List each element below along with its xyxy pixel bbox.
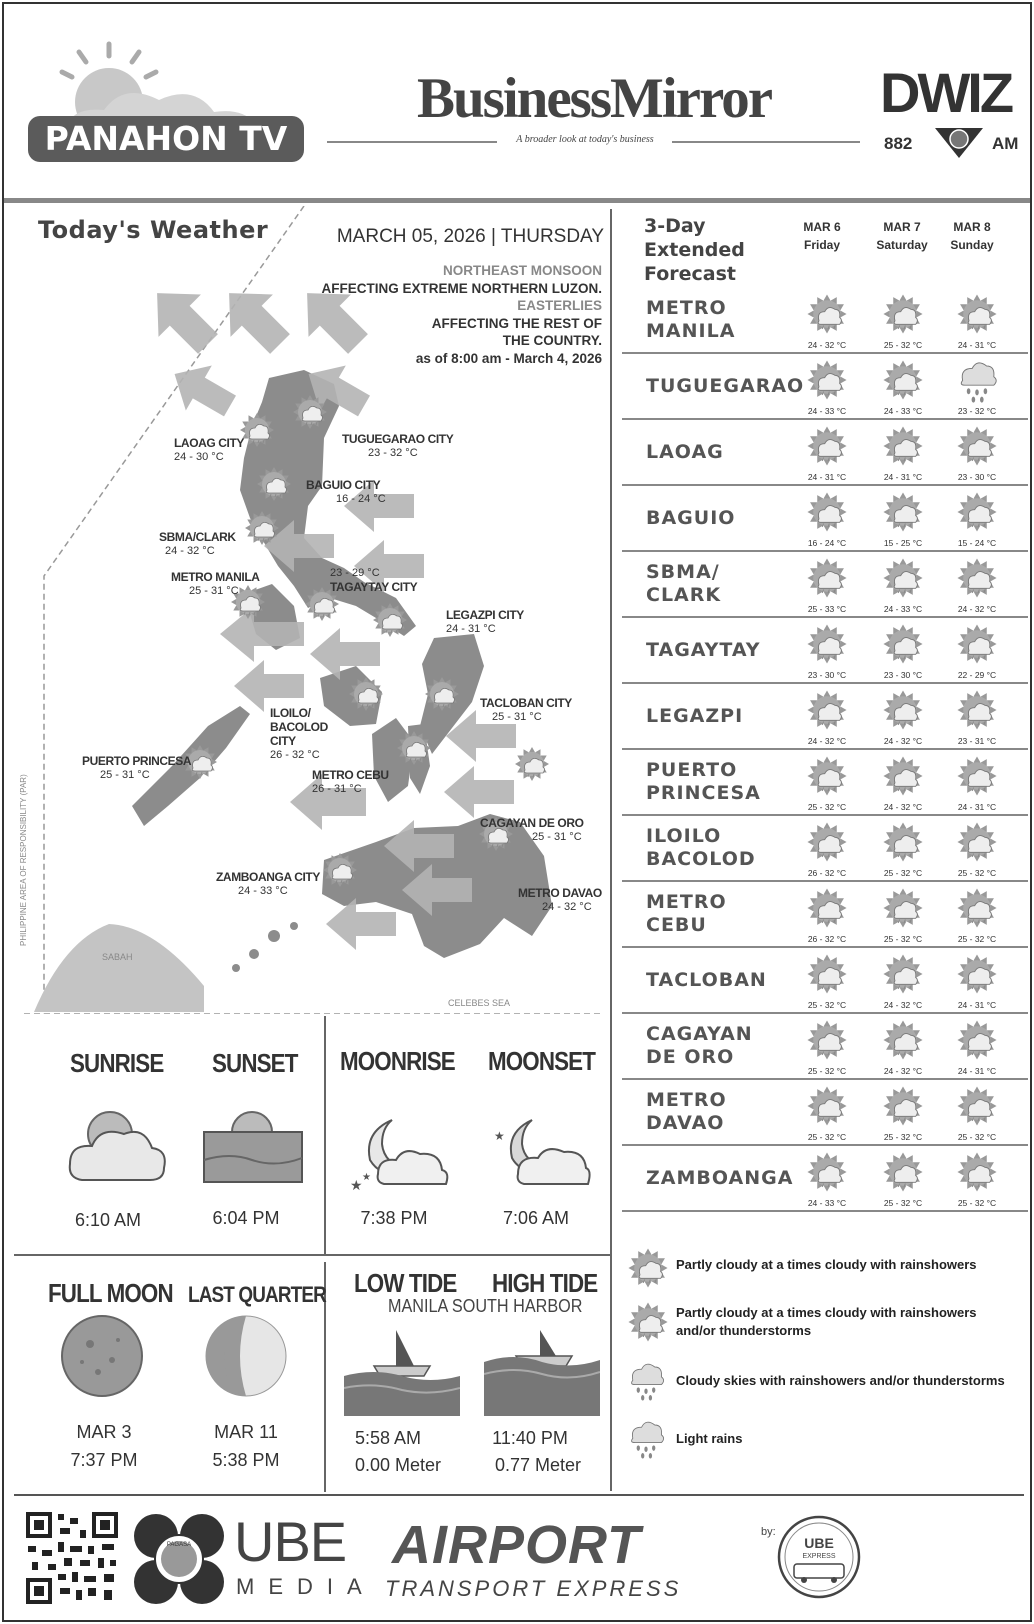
sabah-label: SABAH (102, 952, 133, 962)
forecast-city-line: PUERTO (646, 759, 738, 781)
partly-cloudy-rain-icon (805, 886, 849, 932)
astro-row-divider (14, 1254, 610, 1256)
partly-cloudy-rain-icon (881, 886, 925, 932)
forecast-city-line: BACOLOD (646, 848, 756, 870)
pagasa-seal-icon (132, 1512, 226, 1606)
forecast-city-line: TAGAYTAY (646, 638, 761, 661)
forecast-temp: 24 - 32 °C (883, 802, 923, 812)
partly-cloudy-rain-icon (955, 556, 999, 602)
city-label-metro-davao: METRO DAVAO 24 - 32 °C (518, 886, 602, 913)
forecast-day-cell (942, 754, 1012, 814)
dwiz-mic-badge-icon (933, 126, 985, 160)
city-label-baguio: BAGUIO CITY 16 - 24 °C (306, 478, 386, 505)
forecast-day-cell (942, 952, 1012, 1012)
forecast-day-cell (868, 358, 938, 418)
forecast-temp: 25 - 32 °C (807, 1066, 847, 1076)
forecast-temp: 24 - 31 °C (957, 802, 997, 812)
dwiz-logo (880, 61, 1030, 162)
forecast-day-cell (868, 754, 938, 814)
sunrise-label: SUNRISE (70, 1048, 164, 1078)
panahon-tv-logo: PANAHON TV (28, 116, 304, 162)
forecast-day-cell (942, 1018, 1012, 1078)
partly-cloudy-rain-icon (955, 820, 999, 866)
forecast-row (622, 948, 1028, 1014)
full-moon-date: MAR 3 (76, 1422, 132, 1442)
forecast-temp: 25 - 32 °C (883, 868, 923, 878)
footer-divider (14, 1494, 1024, 1496)
cloudy-thunderstorm-icon (626, 1360, 666, 1404)
partly-cloudy-rain-icon (881, 622, 925, 668)
qr-code-icon (24, 1510, 120, 1606)
forecast-day-cell (868, 622, 938, 682)
partly-cloudy-rain-icon (955, 424, 999, 470)
forecast-day-cell (868, 820, 938, 880)
legend-item (626, 1300, 1032, 1350)
forecast-temp: 24 - 32 °C (883, 1066, 923, 1076)
forecast-day-cell (868, 952, 938, 1012)
tide-station: MANILA SOUTH HARBOR (388, 1296, 583, 1316)
partly-cloudy-rain-icon (881, 1150, 925, 1196)
forecast-city (646, 288, 735, 352)
partly-cloudy-rain-icon (805, 622, 849, 668)
partly-cloudy-rain-icon (881, 820, 925, 866)
forecast-city (646, 948, 767, 1012)
forecast-temp: 25 - 32 °C (883, 934, 923, 944)
forecast-day-cell (792, 1150, 862, 1210)
forecast-city (646, 750, 761, 814)
badge-express-text: EXPRESS (802, 1553, 836, 1560)
full-moon-icon (60, 1314, 144, 1398)
forecast-day-cell (792, 556, 862, 616)
moonrise-label: MOONRISE (340, 1046, 455, 1076)
sunrise-icon (64, 1104, 168, 1186)
publication-tagline: A broader look at today's business (516, 134, 654, 145)
forecast-city-line: PRINCESA (646, 782, 761, 804)
forecast-temp: 15 - 24 °C (957, 538, 997, 548)
advisory-line: NORTHEAST MONSOON (442, 263, 602, 278)
forecast-temp: 25 - 32 °C (957, 1132, 997, 1142)
legend-text (676, 1256, 977, 1274)
forecast-day-cell (942, 358, 1012, 418)
partly-cloudy-rain-icon (881, 292, 925, 338)
moonrise-time: 7:38 PM (360, 1208, 428, 1228)
header-divider (4, 198, 1032, 203)
forecast-day-cell (942, 688, 1012, 748)
rain-cloud-icon (955, 358, 999, 404)
ube-express-badge-icon (776, 1514, 862, 1600)
advisory-line: AFFECTING EXTREME NORTHERN LUZON. (321, 280, 602, 296)
forecast-temp: 24 - 32 °C (883, 736, 923, 746)
forecast-city-line: TACLOBAN (646, 968, 767, 991)
forecast-temp: 25 - 32 °C (807, 1132, 847, 1142)
celebes-sea-label: CELEBES SEA (448, 998, 511, 1008)
partly-cloudy-rain-icon (881, 1018, 925, 1064)
forecast-day-cell (942, 1150, 1012, 1210)
partly-cloudy-rain-icon (805, 424, 849, 470)
forecast-day-cell (792, 358, 862, 418)
city-label-metro-cebu: METRO CEBU 26 - 31 °C (312, 768, 389, 795)
partly-cloudy-rain-icon (955, 1018, 999, 1064)
forecast-city (646, 882, 727, 946)
city-label-cagayan-de-oro: CAGAYAN DE ORO 25 - 31 °C (480, 816, 584, 843)
sunset-icon (200, 1108, 306, 1186)
partly-cloudy-thunderstorm-icon (626, 1300, 670, 1344)
forecast-temp: 24 - 31 °C (883, 472, 923, 482)
forecast-day-header (782, 218, 862, 254)
forecast-day-header (862, 218, 942, 254)
forecast-row (622, 1146, 1028, 1212)
forecast-temp: 25 - 32 °C (807, 802, 847, 812)
forecast-title (644, 214, 745, 286)
forecast-day-cell (792, 820, 862, 880)
last-quarter-moon-icon (204, 1314, 288, 1398)
forecast-row (622, 684, 1028, 750)
high-tide-label: HIGH TIDE (492, 1268, 598, 1298)
legend-text (676, 1304, 977, 1340)
partly-cloudy-rain-icon (805, 556, 849, 602)
partly-cloudy-rain-icon (881, 754, 925, 800)
forecast-day-cell (868, 490, 938, 550)
forecast-temp: 16 - 24 °C (807, 538, 847, 548)
forecast-city-line: METRO (646, 1089, 727, 1111)
forecast-temp: 24 - 32 °C (957, 604, 997, 614)
forecast-day-cell (792, 952, 862, 1012)
high-tide-time: 11:40 PM (492, 1428, 568, 1448)
forecast-city (646, 684, 743, 748)
forecast-city (646, 1080, 727, 1144)
partly-cloudy-rain-icon (955, 292, 999, 338)
forecast-day-header (932, 218, 1012, 254)
legend-text (676, 1372, 1005, 1390)
day-date: MAR 7 (883, 220, 921, 234)
forecast-city (646, 816, 756, 880)
sunset-label: SUNSET (212, 1048, 298, 1078)
city-label-zamboanga: ZAMBOANGA CITY 24 - 33 °C (216, 870, 320, 897)
forecast-temp: 24 - 31 °C (957, 1066, 997, 1076)
forecast-temp: 24 - 33 °C (883, 406, 923, 416)
forecast-row (622, 1014, 1028, 1080)
low-tide-icon (344, 1324, 460, 1420)
forecast-city (646, 486, 735, 550)
legend-line: Partly cloudy at a times cloudy with rainshowers (676, 1257, 977, 1272)
forecast-temp: 26 - 32 °C (807, 868, 847, 878)
partly-cloudy-rain-icon (805, 820, 849, 866)
forecast-temp: 24 - 32 °C (807, 736, 847, 746)
forecast-row (622, 750, 1028, 816)
forecast-temp: 24 - 33 °C (883, 604, 923, 614)
forecast-temp: 24 - 31 °C (957, 1000, 997, 1010)
partly-cloudy-rain-icon (805, 490, 849, 536)
partly-cloudy-rain-icon (955, 886, 999, 932)
badge-ube-text: UBE (804, 1535, 834, 1551)
ube-media-text: MEDIA (236, 1574, 376, 1599)
low-tide-time: 5:58 AM (354, 1428, 422, 1448)
partly-cloudy-rain-icon (805, 1150, 849, 1196)
forecast-day-cell (942, 424, 1012, 484)
forecast-temp: 24 - 32 °C (807, 340, 847, 350)
forecast-row (622, 882, 1028, 948)
legend-line: Light rains (676, 1431, 743, 1446)
forecast-city (646, 552, 721, 616)
partly-cloudy-rain-icon (955, 952, 999, 998)
day-date: MAR 6 (803, 220, 841, 234)
city-label-tacloban: TACLOBAN CITY 25 - 31 °C (480, 696, 572, 723)
partly-cloudy-rain-icon (881, 688, 925, 734)
forecast-row (622, 618, 1028, 684)
partly-cloudy-rain-icon (805, 1084, 849, 1130)
dwiz-frequency: 882 (884, 134, 913, 153)
forecast-title-line: Extended (644, 239, 745, 261)
partly-cloudy-rain-icon (805, 688, 849, 734)
full-moon-time: 7:37 PM (70, 1450, 138, 1470)
forecast-city (646, 1146, 793, 1210)
forecast-day-cell (942, 292, 1012, 352)
low-tide-height: 0.00 Meter (354, 1455, 442, 1475)
masthead-rule (327, 141, 497, 143)
forecast-day-cell (942, 886, 1012, 946)
forecast-city-line: ILOILO (646, 825, 722, 847)
forecast-temp: 25 - 32 °C (807, 1000, 847, 1010)
forecast-day-cell (942, 490, 1012, 550)
forecast-temp: 24 - 31 °C (807, 472, 847, 482)
forecast-city-line: LEGAZPI (646, 704, 744, 727)
city-label-clark: SBMA/CLARK 24 - 32 °C (159, 530, 236, 557)
forecast-city-line: ZAMBOANGA (646, 1166, 794, 1189)
legend-line: and/or thunderstorms (676, 1323, 812, 1338)
forecast-temp: 25 - 33 °C (807, 604, 847, 614)
forecast-day-cell (942, 820, 1012, 880)
last-quarter-time: 5:38 PM (212, 1450, 280, 1470)
forecast-city (646, 354, 804, 418)
forecast-city-line: MANILA (646, 320, 736, 342)
forecast-day-cell (792, 622, 862, 682)
forecast-temp: 24 - 32 °C (883, 1000, 923, 1010)
dwiz-band: AM (992, 134, 1019, 153)
moonset-time: 7:06 AM (502, 1208, 570, 1228)
forecast-temp: 25 - 32 °C (957, 1198, 997, 1208)
svg-text:★: ★ (350, 1177, 363, 1193)
forecast-day-cell (868, 292, 938, 352)
forecast-city-line: CAGAYAN (646, 1023, 753, 1045)
forecast-city-line: LAOAG (646, 440, 724, 463)
partly-cloudy-rain-icon (955, 688, 999, 734)
partly-cloudy-rain-icon (955, 622, 999, 668)
forecast-day-cell (792, 490, 862, 550)
partly-cloudy-rain-icon (805, 1018, 849, 1064)
partly-cloudy-rain-icon (955, 1150, 999, 1196)
day-weekday: Friday (803, 238, 840, 252)
forecast-temp: 25 - 32 °C (883, 1198, 923, 1208)
high-tide-height: 0.77 Meter (494, 1455, 582, 1475)
by-label: by: (761, 1526, 776, 1538)
high-tide-icon (484, 1326, 600, 1420)
forecast-temp: 23 - 30 °C (807, 670, 847, 680)
partly-cloudy-rain-icon (881, 952, 925, 998)
partly-cloudy-rain-icon (805, 754, 849, 800)
low-tide-label: LOW TIDE (354, 1268, 457, 1298)
forecast-day-cell (792, 424, 862, 484)
legend-item (626, 1418, 1032, 1468)
forecast-temp: 24 - 31 °C (957, 340, 997, 350)
partly-cloudy-rain-icon (881, 424, 925, 470)
forecast-city-line: METRO (646, 297, 727, 319)
masthead (4, 4, 1032, 198)
city-label-laoag: LAOAG CITY 24 - 30 °C (174, 436, 244, 463)
publication-name: BusinessMirror (416, 67, 772, 130)
city-label-legazpi: LEGAZPI CITY 24 - 31 °C (446, 608, 524, 635)
city-label-puerto-princesa: PUERTO PRINCESA 25 - 31 °C (82, 754, 192, 781)
forecast-day-cell (942, 1084, 1012, 1144)
partly-cloudy-rain-icon (881, 490, 925, 536)
ube-logo: UBE (234, 1510, 347, 1573)
forecast-row (622, 486, 1028, 552)
legend-line: Cloudy skies with rainshowers and/or thunderstorms (676, 1373, 1005, 1388)
city-label-tuguegarao: TUGUEGARAO CITY 23 - 32 °C (342, 432, 454, 459)
forecast-day-cell (942, 622, 1012, 682)
legend-item (626, 1360, 1032, 1410)
forecast-city (646, 1014, 753, 1078)
day-weekday: Sunday (950, 238, 994, 252)
advisory-line: EASTERLIES (517, 298, 602, 313)
forecast-row (622, 354, 1028, 420)
forecast-city-line: DAVAO (646, 1112, 725, 1134)
legend-line: Partly cloudy at a times cloudy with rainshowers (676, 1305, 977, 1320)
forecast-temp: 23 - 31 °C (957, 736, 997, 746)
forecast-date: MARCH 05, 2026 | THURSDAY (336, 226, 604, 247)
forecast-temp: 25 - 32 °C (957, 934, 997, 944)
partly-cloudy-rain-icon (881, 1084, 925, 1130)
moonset-icon (492, 1116, 592, 1192)
partly-cloudy-rain-icon (805, 358, 849, 404)
forecast-day-cell (792, 886, 862, 946)
seal-text: PAGASA (166, 1542, 192, 1548)
forecast-temp: 26 - 32 °C (807, 934, 847, 944)
forecast-day-cell (868, 424, 938, 484)
advisory-line: as of 8:00 am - March 4, 2026 (415, 350, 602, 366)
forecast-day-cell (868, 1084, 938, 1144)
forecast-city-line: METRO (646, 891, 727, 913)
transport-express-text: TRANSPORT EXPRESS (385, 1576, 682, 1601)
forecast-temp: 22 - 29 °C (957, 670, 997, 680)
forecast-day-cell (942, 556, 1012, 616)
forecast-row (622, 816, 1028, 882)
forecast-temp: 25 - 32 °C (883, 1132, 923, 1142)
moonrise-icon (348, 1114, 452, 1194)
forecast-day-cell (792, 1084, 862, 1144)
partly-cloudy-rain-icon (881, 358, 925, 404)
todays-weather-title: Today's Weather (38, 216, 269, 244)
dwiz-call-sign: DWIZ (880, 61, 1012, 124)
forecast-city (646, 618, 761, 682)
airport-logo: AIRPORT (392, 1515, 642, 1575)
partly-cloudy-rain-icon (955, 1084, 999, 1130)
svg-text:★: ★ (362, 1172, 371, 1183)
partly-cloudy-rain-icon (955, 490, 999, 536)
svg-text:★: ★ (494, 1129, 505, 1143)
forecast-city (646, 420, 724, 484)
light-rain-icon (626, 1418, 666, 1462)
forecast-title-line: 3-Day (644, 215, 706, 237)
masthead-rule (672, 141, 860, 143)
forecast-row (622, 288, 1028, 354)
partly-cloudy-rain-icon (626, 1246, 670, 1290)
forecast-city-line: BAGUIO (646, 506, 736, 529)
forecast-temp: 25 - 32 °C (957, 868, 997, 878)
last-quarter-date: MAR 11 (214, 1422, 278, 1442)
sunset-time: 6:04 PM (212, 1208, 280, 1228)
forecast-day-cell (868, 556, 938, 616)
forecast-row (622, 552, 1028, 618)
forecast-city-line: DE ORO (646, 1046, 735, 1068)
weather-advisory (294, 262, 602, 367)
forecast-day-cell (792, 292, 862, 352)
par-label: PHILIPPINE AREA OF RESPONSIBILITY (PAR) (19, 774, 28, 946)
city-label-tagaytay: 23 - 29 °C TAGAYTAY CITY (330, 567, 418, 594)
forecast-temp: 25 - 32 °C (883, 340, 923, 350)
forecast-day-cell (868, 1018, 938, 1078)
map-weather-icon (515, 747, 549, 781)
forecast-title-line: Forecast (644, 263, 736, 285)
forecast-temp: 24 - 33 °C (807, 406, 847, 416)
forecast-city-line: CLARK (646, 584, 722, 606)
city-label-iloilo-bacolod: ILOILO/ BACOLOD CITY 26 - 32 °C (270, 706, 328, 761)
forecast-day-cell (868, 688, 938, 748)
city-label-metro-manila: METRO MANILA 25 - 31 °C (171, 570, 260, 597)
forecast-city-line: CEBU (646, 914, 707, 936)
advisory-line: AFFECTING THE REST OF (431, 315, 602, 331)
forecast-day-cell (792, 754, 862, 814)
sunrise-time: 6:10 AM (74, 1210, 142, 1230)
day-date: MAR 8 (953, 220, 991, 234)
forecast-temp: 23 - 32 °C (957, 406, 997, 416)
weather-page (2, 2, 1032, 1622)
forecast-temp: 23 - 30 °C (883, 670, 923, 680)
forecast-day-cell (868, 1150, 938, 1210)
last-quarter-label: LAST QUARTER (188, 1282, 326, 1307)
forecast-day-cell (792, 688, 862, 748)
day-weekday: Saturday (876, 238, 928, 252)
forecast-city-line: TUGUEGARAO (646, 374, 805, 397)
forecast-temp: 15 - 25 °C (883, 538, 923, 548)
forecast-day-cell (868, 886, 938, 946)
forecast-row (622, 1080, 1028, 1146)
legend-text (676, 1430, 742, 1448)
legend-item (626, 1246, 1032, 1296)
forecast-temp: 23 - 30 °C (957, 472, 997, 482)
partly-cloudy-rain-icon (805, 952, 849, 998)
partly-cloudy-rain-icon (955, 754, 999, 800)
forecast-day-cell (792, 1018, 862, 1078)
partly-cloudy-rain-icon (805, 292, 849, 338)
advisory-line: THE COUNTRY. (502, 333, 602, 348)
partly-cloudy-rain-icon (881, 556, 925, 602)
moonset-label: MOONSET (488, 1046, 596, 1076)
forecast-row (622, 420, 1028, 486)
full-moon-label: FULL MOON (48, 1278, 173, 1308)
forecast-temp: 24 - 33 °C (807, 1198, 847, 1208)
forecast-city-line: SBMA/ (646, 561, 720, 583)
